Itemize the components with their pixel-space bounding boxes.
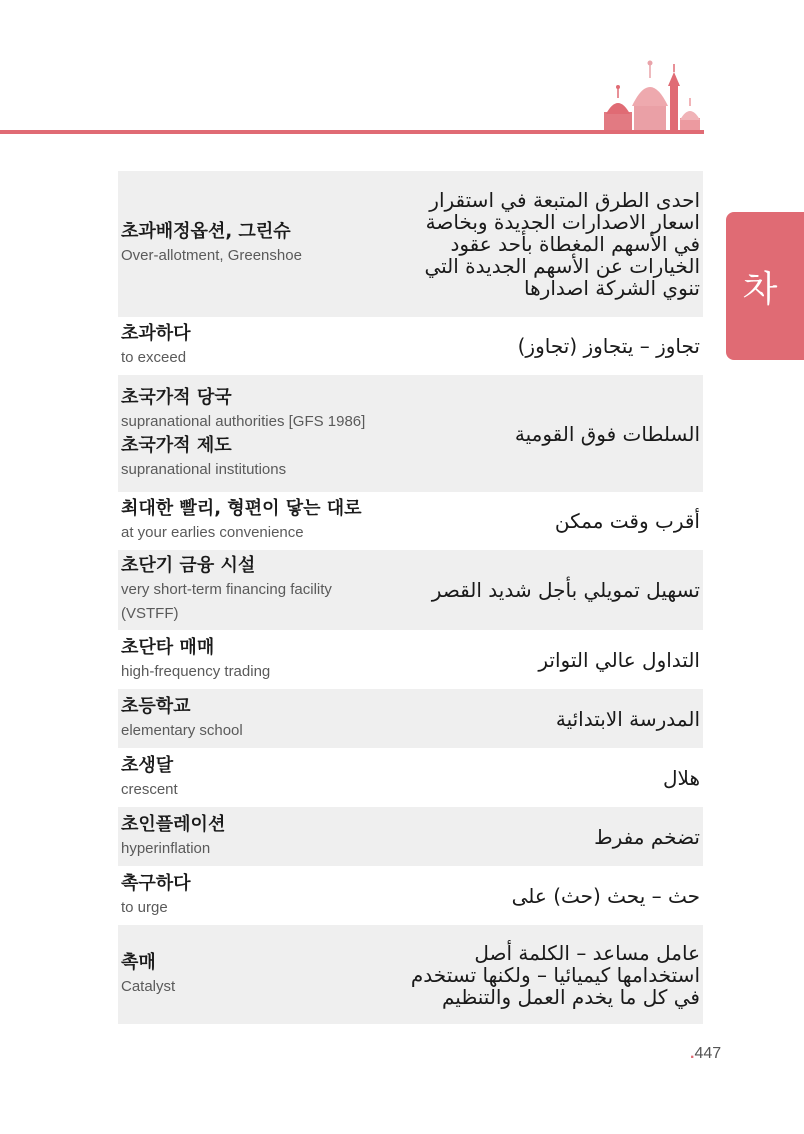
term-arabic: تسهيل تمويلي بأجل شديد القصر — [431, 578, 700, 602]
term-english: Over-allotment, Greenshoe — [121, 247, 302, 264]
term-english: very short-term financing facility (VSTFF) — [121, 581, 332, 622]
term-arabic: تضخم مفرط — [594, 824, 700, 849]
term-english: to urge — [121, 898, 168, 916]
term-english: at your earlies convenience — [121, 524, 304, 541]
header-rule — [0, 130, 703, 134]
term-korean: 초과배정옵션, 그린슈 — [121, 221, 291, 242]
term-korean: 촉구하다 — [121, 872, 191, 894]
term-arabic: هلال — [662, 765, 700, 790]
mosque-domes-icon — [600, 58, 704, 134]
table-row — [118, 317, 703, 375]
table-row — [118, 492, 703, 550]
term-arabic: احدى الطرق المتبعة في استقرار اسعار الاصدارات الجديدة وبخاصة في الأسهم المغطاة بأحد عقود الخيارات عن الأسهم الجديدة التي تنوي الشركة اصدارها — [424, 188, 700, 300]
table-row — [118, 689, 703, 748]
table-row — [118, 925, 703, 1024]
term-english: high-frequency trading — [121, 662, 271, 680]
term-arabic: المدرسة الابتدائية — [555, 706, 700, 731]
table-row — [118, 866, 703, 925]
term-korean: 초과하다 — [121, 323, 191, 344]
term-korean: 초등학교 — [121, 695, 191, 717]
table-row — [118, 171, 703, 317]
term-korean: 초단기 금융 시설 — [121, 555, 256, 576]
term-korean: 초국가적 당국 — [121, 386, 232, 408]
term-english: crescent — [121, 780, 178, 798]
section-index-label: 차 — [742, 268, 778, 310]
term-korean: 초단타 매매 — [121, 636, 215, 658]
glossary-table — [118, 171, 703, 1024]
term-english: to exceed — [121, 349, 187, 366]
table-row — [118, 748, 703, 807]
term-arabic: التداول عالي التواتر — [538, 647, 700, 672]
term-korean: 초인플레이션 — [121, 813, 226, 835]
term-english: hyperinflation — [121, 839, 211, 857]
table-row — [118, 807, 703, 866]
term-korean: 초국가적 제도 — [121, 434, 232, 456]
table-row — [118, 630, 703, 689]
table-row — [118, 375, 703, 492]
section-index-tab[interactable] — [726, 212, 804, 360]
term-arabic: السلطات فوق القومية — [514, 421, 700, 446]
term-arabic: عامل مساعد – الكلمة أصل استخدامها كيميائيا – ولكنها تستخدم في كل ما يخدم العمل والتنظيم — [410, 940, 700, 1009]
page-number-dot: . — [690, 1045, 695, 1062]
term-korean: 촉매 — [121, 951, 156, 973]
term-arabic: حث – يحث (حث) على — [511, 883, 700, 908]
term-korean: 최대한 빨리, 형편이 닿는 대로 — [121, 498, 362, 519]
table-row — [118, 550, 703, 630]
term-english: Catalyst — [121, 977, 176, 995]
term-english: supranational institutions — [121, 460, 287, 478]
term-english: elementary school — [121, 721, 243, 739]
term-arabic: أقرب وقت ممكن — [554, 509, 700, 533]
term-arabic: تجاوز – يتجاوز (تجاوز) — [517, 334, 700, 358]
term-korean: 초생달 — [121, 754, 174, 776]
term-english: supranational authorities [GFS 1986] — [121, 412, 366, 430]
page-number: .447 — [690, 1045, 722, 1062]
